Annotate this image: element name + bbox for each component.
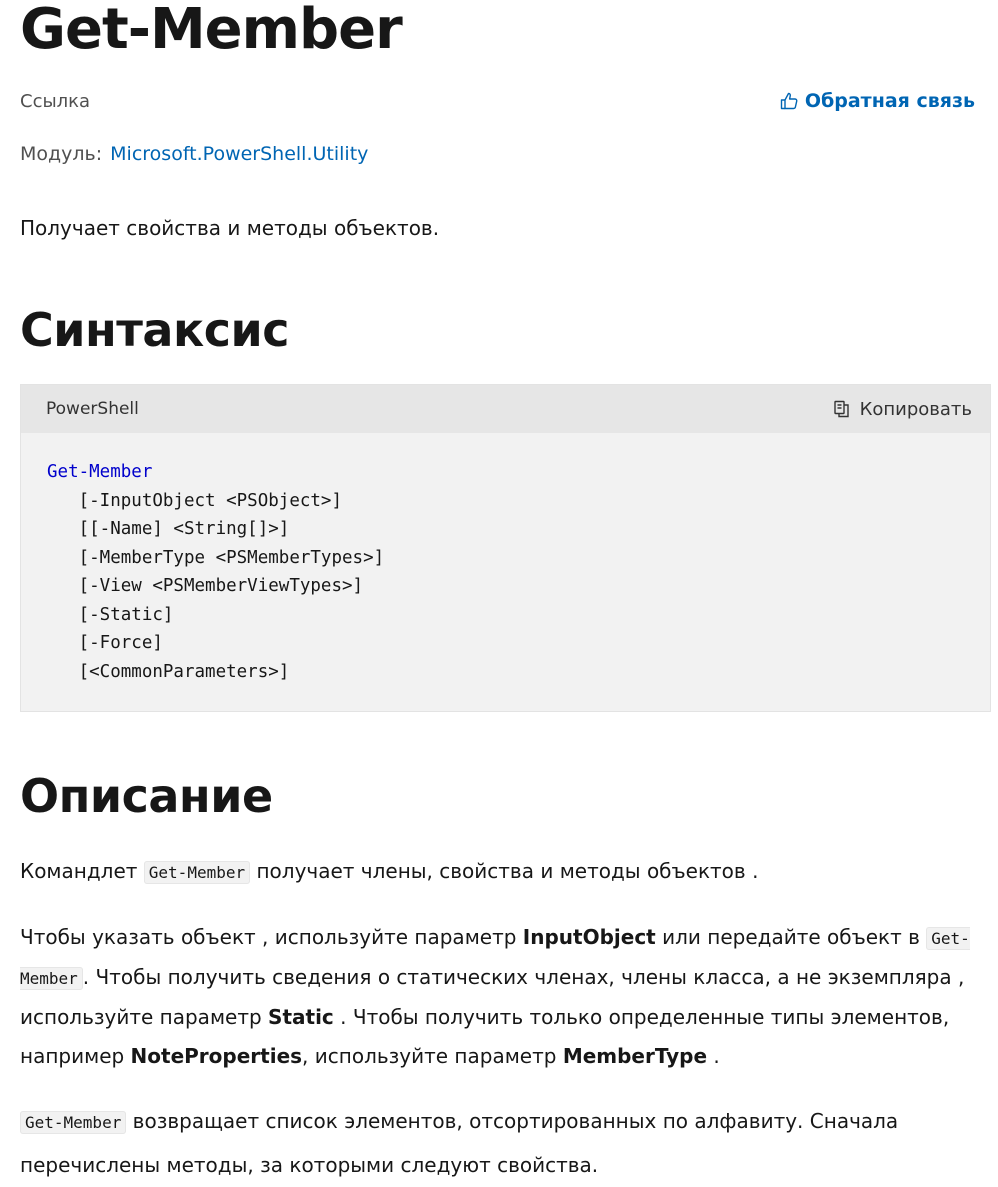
param-name: Static (268, 1005, 334, 1029)
module-row (20, 140, 368, 168)
thumbs-up-icon (779, 91, 799, 111)
code-line: [-Static] (47, 604, 174, 625)
code-language-label: PowerShell (46, 399, 139, 419)
text-run: Чтобы указать объект , используйте параметр (20, 925, 523, 949)
text-run: . Чтобы получить только определенные типы элементов, например (20, 1005, 950, 1068)
code-line: [-MemberType <PSMemberTypes>] (47, 547, 385, 568)
text-run: возвращает список элементов, отсортированных по алфавиту. Сначала перечислены методы, за которыми следуют свойства. (20, 1109, 899, 1177)
inline-code: Get-Member (20, 1111, 126, 1134)
text-run: , используйте параметр (302, 1044, 563, 1068)
reference-label: Ссылка (20, 90, 91, 112)
code-line: [-InputObject <PSObject>] (47, 490, 343, 511)
copy-label: Копировать (859, 398, 972, 420)
feedback-label: Обратная связь (804, 90, 975, 112)
code-line: [-View <PSMemberViewTypes>] (47, 576, 364, 596)
page-title: Get-Member (20, 0, 402, 62)
syntax-code-block (20, 384, 991, 712)
feedback-button[interactable] (779, 90, 975, 112)
description-paragraph-2 (20, 918, 995, 1076)
syntax-code (21, 433, 990, 686)
meta-row (20, 86, 975, 116)
code-line: [[-Name] <String[]>] (47, 519, 290, 539)
module-label: Модуль: (20, 143, 103, 165)
text-run: получает члены, свойства и методы объектов . (250, 859, 759, 883)
code-line: [<CommonParameters>] (47, 661, 290, 682)
code-header (21, 385, 990, 433)
inline-code: Get-Member (144, 861, 250, 884)
copy-icon (832, 399, 852, 419)
inline-code: Get-Member (20, 929, 970, 988)
param-name: InputObject (522, 925, 656, 949)
code-line: [-Force] (47, 633, 163, 653)
description-paragraph-1 (20, 857, 758, 887)
module-link[interactable]: Microsoft.PowerShell.Utility (110, 143, 369, 165)
summary-text: Получает свойства и методы объектов. (20, 216, 440, 240)
code-command: Get-Member (47, 462, 153, 482)
param-name: NoteProperties (130, 1044, 303, 1068)
description-heading: Описание (20, 769, 273, 823)
text-run: . (707, 1044, 720, 1068)
syntax-heading: Синтаксис (20, 303, 289, 357)
description-paragraph-3 (20, 1100, 980, 1186)
text-run: Командлет (20, 859, 144, 883)
text-run: . Чтобы получить сведения о статических членах, члены класса, а не экземпляра , используйте параметр (20, 965, 965, 1029)
text-run: или передайте объект в (655, 925, 927, 949)
param-name: MemberType (562, 1044, 708, 1068)
copy-button[interactable] (832, 399, 972, 420)
